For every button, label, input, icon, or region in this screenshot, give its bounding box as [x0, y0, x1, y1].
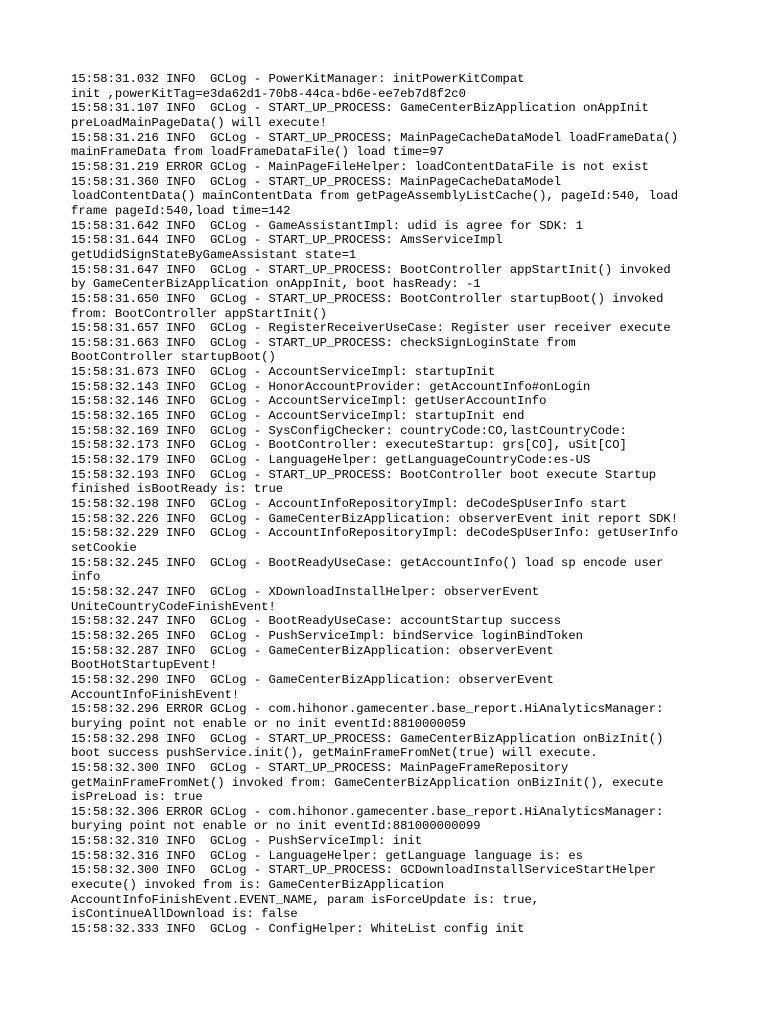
log-line: execute() invoked from is: GameCenterBizApplication	[71, 878, 444, 893]
log-line: frame pageId:540,load time=142	[71, 203, 291, 218]
log-line: 15:58:32.333 INFO GCLog - ConfigHelper: WhiteList config init	[71, 922, 525, 937]
log-line: 15:58:31.032 INFO GCLog - PowerKitManager: initPowerKitCompat	[71, 72, 525, 86]
log-line: finished isBootReady is: true	[71, 482, 284, 497]
log-line: 15:58:31.644 INFO GCLog - START_UP_PROCESS: AmsServiceImpl	[71, 233, 503, 248]
log-line: AccountInfoFinishEvent!	[71, 687, 240, 702]
log-line: 15:58:32.193 INFO GCLog - START_UP_PROCESS: BootController boot execute Startup	[71, 467, 657, 482]
log-line: UniteCountryCodeFinishEvent!	[71, 599, 276, 614]
log-line: 15:58:32.300 INFO GCLog - START_UP_PROCESS: MainPageFrameRepository	[71, 760, 569, 775]
log-line: 15:58:32.229 INFO GCLog - AccountInfoRepositoryImpl: deCodeSpUserInfo: getUserInfo	[71, 526, 679, 541]
log-line: by GameCenterBizApplication onAppInit, boot hasReady: -1	[71, 277, 481, 292]
log-line: setCookie	[71, 541, 137, 555]
log-line: 15:58:32.247 INFO GCLog - BootReadyUseCase: accountStartup success	[71, 614, 562, 629]
log-line: 15:58:32.245 INFO GCLog - BootReadyUseCase: getAccountInfo() load sp encode user	[71, 555, 664, 570]
log-line: 15:58:32.310 INFO GCLog - PushServiceImpl: init	[71, 834, 423, 849]
log-line: 15:58:32.146 INFO GCLog - AccountServiceImpl: getUserAccountInfo	[71, 394, 547, 409]
log-document	[71, 72, 711, 937]
log-line: 15:58:32.298 INFO GCLog - START_UP_PROCESS: GameCenterBizApplication onBizInit()	[71, 731, 664, 746]
log-line: init ,powerKitTag=e3da62d1-70b8-44ca-bd6e-ee7eb7d8f2c0	[71, 86, 466, 101]
log-line: 15:58:31.107 INFO GCLog - START_UP_PROCESS: GameCenterBizApplication onAppInit	[71, 101, 649, 116]
log-line: 15:58:32.265 INFO GCLog - PushServiceImpl: bindService loginBindToken	[71, 628, 583, 643]
log-line: 15:58:32.169 INFO GCLog - SysConfigChecker: countryCode:CO,lastCountryCode:	[71, 423, 627, 438]
log-line: isContinueAllDownload is: false	[71, 907, 298, 922]
log-line: 15:58:31.650 INFO GCLog - START_UP_PROCESS: BootController startupBoot() invoked	[71, 291, 664, 306]
log-line: mainFrameData from loadFrameDataFile() load time=97	[71, 145, 444, 160]
log-line: preLoadMainPageData() will execute!	[71, 115, 327, 130]
log-line: 15:58:31.219 ERROR GCLog - MainPageFileHelper: loadContentDataFile is not exist	[71, 159, 649, 174]
log-line: 15:58:31.360 INFO GCLog - START_UP_PROCESS: MainPageCacheDataModel	[71, 174, 562, 189]
log-line: burying point not enable or no init eventId:8810000059	[71, 716, 466, 731]
log-line: 15:58:32.290 INFO GCLog - GameCenterBizApplication: observerEvent	[71, 672, 554, 687]
log-line: AccountInfoFinishEvent.EVENT_NAME, param isForceUpdate is: true,	[71, 892, 540, 907]
log-line: getMainFrameFromNet() invoked from: GameCenterBizApplication onBizInit(), execute	[71, 775, 664, 790]
log-line: 15:58:31.663 INFO GCLog - START_UP_PROCESS: checkSignLoginState from	[71, 335, 576, 350]
log-line: 15:58:32.247 INFO GCLog - XDownloadInstallHelper: observerEvent	[71, 584, 540, 599]
log-line: 15:58:31.642 INFO GCLog - GameAssistantImpl: udid is agree for SDK: 1	[71, 218, 583, 233]
log-line: 15:58:32.287 INFO GCLog - GameCenterBizApplication: observerEvent	[71, 643, 554, 658]
log-line: 15:58:31.216 INFO GCLog - START_UP_PROCESS: MainPageCacheDataModel loadFrameData()	[71, 130, 679, 145]
log-line: 15:58:32.296 ERROR GCLog - com.hihonor.gamecenter.base_report.HiAnalyticsManager:	[71, 702, 664, 717]
log-line: 15:58:32.143 INFO GCLog - HonorAccountProvider: getAccountInfo#onLogin	[71, 379, 591, 394]
log-line: from: BootController appStartInit()	[71, 306, 327, 321]
log-line: 15:58:31.647 INFO GCLog - START_UP_PROCESS: BootController appStartInit() invoked	[71, 262, 671, 277]
log-line: isPreLoad is: true	[71, 790, 203, 805]
log-line: 15:58:31.657 INFO GCLog - RegisterReceiverUseCase: Register user receiver execute	[71, 321, 671, 336]
log-line: boot success pushService.init(), getMainFrameFromNet(true) will execute.	[71, 746, 598, 761]
log-line: loadContentData() mainContentData from getPageAssemblyListCache(), pageId:540, load	[71, 189, 679, 204]
log-line: burying point not enable or no init eventId:881000000099	[71, 819, 481, 834]
log-line: 15:58:32.226 INFO GCLog - GameCenterBizApplication: observerEvent init report SDK!	[71, 511, 679, 526]
log-line: 15:58:32.165 INFO GCLog - AccountServiceImpl: startupInit end	[71, 409, 525, 424]
log-line: 15:58:32.306 ERROR GCLog - com.hihonor.gamecenter.base_report.HiAnalyticsManager:	[71, 804, 664, 819]
log-line: 15:58:32.179 INFO GCLog - LanguageHelper: getLanguageCountryCode:es-US	[71, 453, 591, 468]
log-line: 15:58:32.300 INFO GCLog - START_UP_PROCESS: GCDownloadInstallServiceStartHelper	[71, 863, 657, 878]
log-line: info	[71, 570, 101, 585]
log-line: BootController startupBoot()	[71, 350, 276, 365]
log-line: getUdidSignStateByGameAssistant state=1	[71, 247, 357, 262]
log-line: 15:58:32.316 INFO GCLog - LanguageHelper: getLanguage language is: es	[71, 848, 583, 863]
log-line: 15:58:31.673 INFO GCLog - AccountServiceImpl: startupInit	[71, 365, 496, 380]
log-line: 15:58:32.198 INFO GCLog - AccountInfoRepositoryImpl: deCodeSpUserInfo start	[71, 497, 627, 512]
log-line: 15:58:32.173 INFO GCLog - BootController: executeStartup: grs[CO], uSit[CO]	[71, 438, 627, 453]
log-line: BootHotStartupEvent!	[71, 658, 218, 673]
